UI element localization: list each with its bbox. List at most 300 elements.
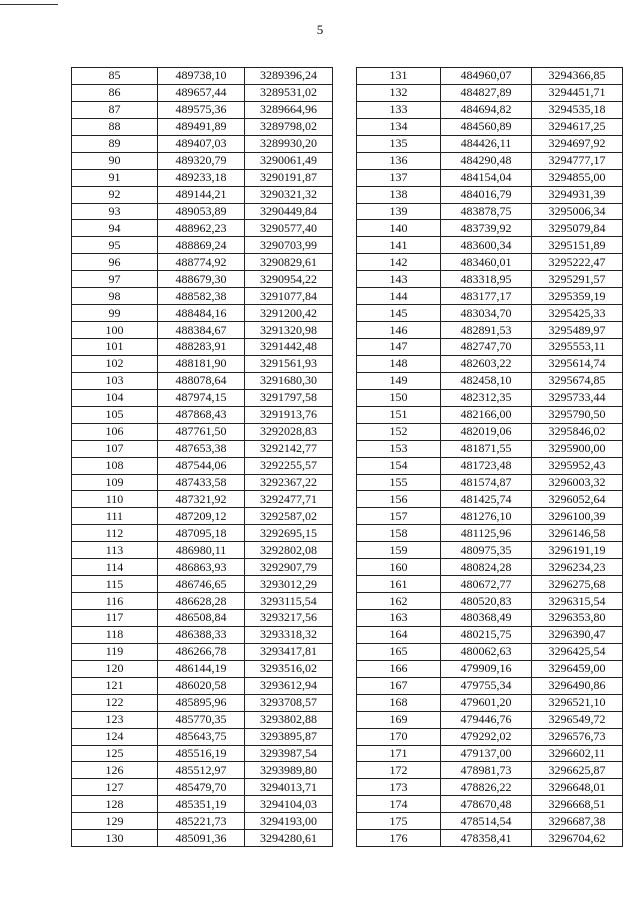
table-row (72, 576, 333, 593)
point-number-cell: 158 (357, 525, 441, 542)
table-row (72, 322, 333, 339)
point-number-cell: 150 (357, 389, 441, 406)
table-row (72, 118, 333, 135)
y-coordinate-cell: 3291561,93 (245, 355, 333, 372)
point-number-cell: 148 (357, 355, 441, 372)
x-coordinate-cell: 488774,92 (158, 254, 245, 271)
x-coordinate-cell: 483878,75 (441, 203, 532, 220)
table-row (72, 135, 333, 152)
table-row (72, 389, 333, 406)
table-row (72, 542, 333, 559)
y-coordinate-cell: 3295674,85 (532, 372, 623, 389)
point-number-cell: 107 (72, 440, 158, 457)
table-row (72, 474, 333, 491)
y-coordinate-cell: 3295006,34 (532, 203, 623, 220)
point-number-cell: 146 (357, 322, 441, 339)
y-coordinate-cell: 3295614,74 (532, 355, 623, 372)
table-row (72, 643, 333, 660)
table-row (72, 152, 333, 169)
table-row (357, 694, 623, 711)
x-coordinate-cell: 487095,18 (158, 525, 245, 542)
table-row (72, 169, 333, 186)
y-coordinate-cell: 3296704,62 (532, 830, 623, 847)
x-coordinate-cell: 482747,70 (441, 339, 532, 356)
y-coordinate-cell: 3290449,84 (245, 203, 333, 220)
x-coordinate-cell: 487433,58 (158, 474, 245, 491)
y-coordinate-cell: 3295952,43 (532, 457, 623, 474)
x-coordinate-cell: 487974,15 (158, 389, 245, 406)
table-row (357, 440, 623, 457)
x-coordinate-cell: 482166,00 (441, 406, 532, 423)
y-coordinate-cell: 3295151,89 (532, 237, 623, 254)
y-coordinate-cell: 3292142,77 (245, 440, 333, 457)
x-coordinate-cell: 489320,79 (158, 152, 245, 169)
table-row (72, 626, 333, 643)
point-number-cell: 103 (72, 372, 158, 389)
x-coordinate-cell: 479601,20 (441, 694, 532, 711)
y-coordinate-cell: 3289930,20 (245, 135, 333, 152)
point-number-cell: 102 (72, 355, 158, 372)
y-coordinate-cell: 3294617,25 (532, 118, 623, 135)
y-coordinate-cell: 3291200,42 (245, 305, 333, 322)
table-row (357, 271, 623, 288)
x-coordinate-cell: 484154,04 (441, 169, 532, 186)
y-coordinate-cell: 3294280,61 (245, 830, 333, 847)
x-coordinate-cell: 489144,21 (158, 186, 245, 203)
point-number-cell: 87 (72, 101, 158, 118)
table-row (357, 610, 623, 627)
y-coordinate-cell: 3295553,11 (532, 339, 623, 356)
table-row (72, 68, 333, 85)
table-row (357, 322, 623, 339)
x-coordinate-cell: 482603,22 (441, 355, 532, 372)
table-row (72, 610, 333, 627)
point-number-cell: 168 (357, 694, 441, 711)
point-number-cell: 106 (72, 423, 158, 440)
y-coordinate-cell: 3294777,17 (532, 152, 623, 169)
x-coordinate-cell: 483600,34 (441, 237, 532, 254)
y-coordinate-cell: 3294366,85 (532, 68, 623, 85)
point-number-cell: 154 (357, 457, 441, 474)
table-row (72, 660, 333, 677)
y-coordinate-cell: 3296275,68 (532, 576, 623, 593)
x-coordinate-cell: 481871,55 (441, 440, 532, 457)
table-row (357, 237, 623, 254)
table-row (72, 694, 333, 711)
point-number-cell: 173 (357, 779, 441, 796)
table-row (357, 152, 623, 169)
point-number-cell: 157 (357, 508, 441, 525)
point-number-cell: 171 (357, 745, 441, 762)
y-coordinate-cell: 3292802,08 (245, 542, 333, 559)
y-coordinate-cell: 3296353,80 (532, 610, 623, 627)
x-coordinate-cell: 488078,64 (158, 372, 245, 389)
point-number-cell: 149 (357, 372, 441, 389)
table-row (357, 491, 623, 508)
table-row (72, 254, 333, 271)
table-row (72, 271, 333, 288)
x-coordinate-cell: 485221,73 (158, 813, 245, 830)
point-number-cell: 151 (357, 406, 441, 423)
x-coordinate-cell: 480975,35 (441, 542, 532, 559)
point-number-cell: 94 (72, 220, 158, 237)
x-coordinate-cell: 486144,19 (158, 660, 245, 677)
x-coordinate-cell: 483177,17 (441, 288, 532, 305)
y-coordinate-cell: 3292695,15 (245, 525, 333, 542)
y-coordinate-cell: 3293612,94 (245, 677, 333, 694)
table-row (357, 813, 623, 830)
x-coordinate-cell: 480062,63 (441, 643, 532, 660)
x-coordinate-cell: 487544,06 (158, 457, 245, 474)
x-coordinate-cell: 481125,96 (441, 525, 532, 542)
page-number: 5 (316, 22, 324, 37)
table-row (357, 593, 623, 610)
x-coordinate-cell: 485770,35 (158, 711, 245, 728)
x-coordinate-cell: 489575,36 (158, 101, 245, 118)
point-number-cell: 98 (72, 288, 158, 305)
x-coordinate-cell: 487209,12 (158, 508, 245, 525)
point-number-cell: 145 (357, 305, 441, 322)
point-number-cell: 169 (357, 711, 441, 728)
point-number-cell: 93 (72, 203, 158, 220)
x-coordinate-cell: 489491,89 (158, 118, 245, 135)
table-row (357, 169, 623, 186)
point-number-cell: 159 (357, 542, 441, 559)
x-coordinate-cell: 485479,70 (158, 779, 245, 796)
table-row (357, 101, 623, 118)
x-coordinate-cell: 480368,49 (441, 610, 532, 627)
table-row (72, 779, 333, 796)
table-row (357, 559, 623, 576)
point-number-cell: 100 (72, 322, 158, 339)
point-number-cell: 131 (357, 68, 441, 85)
y-coordinate-cell: 3296668,51 (532, 796, 623, 813)
y-coordinate-cell: 3292028,83 (245, 423, 333, 440)
point-number-cell: 124 (72, 728, 158, 745)
y-coordinate-cell: 3294697,92 (532, 135, 623, 152)
point-number-cell: 143 (357, 271, 441, 288)
x-coordinate-cell: 483460,01 (441, 254, 532, 271)
y-coordinate-cell: 3291680,30 (245, 372, 333, 389)
point-number-cell: 156 (357, 491, 441, 508)
point-number-cell: 101 (72, 339, 158, 356)
x-coordinate-cell: 480824,28 (441, 559, 532, 576)
y-coordinate-cell: 3295425,33 (532, 305, 623, 322)
x-coordinate-cell: 480672,77 (441, 576, 532, 593)
x-coordinate-cell: 481574,87 (441, 474, 532, 491)
table-row (72, 745, 333, 762)
y-coordinate-cell: 3293987,54 (245, 745, 333, 762)
table-row (357, 626, 623, 643)
table-row (72, 305, 333, 322)
x-coordinate-cell: 483739,92 (441, 220, 532, 237)
x-coordinate-cell: 487761,50 (158, 423, 245, 440)
point-number-cell: 120 (72, 660, 158, 677)
point-number-cell: 172 (357, 762, 441, 779)
table-row (72, 203, 333, 220)
x-coordinate-cell: 481276,10 (441, 508, 532, 525)
table-row (72, 830, 333, 847)
y-coordinate-cell: 3296003,32 (532, 474, 623, 491)
point-number-cell: 163 (357, 610, 441, 627)
y-coordinate-cell: 3291797,58 (245, 389, 333, 406)
y-coordinate-cell: 3296234,23 (532, 559, 623, 576)
x-coordinate-cell: 478358,41 (441, 830, 532, 847)
y-coordinate-cell: 3294931,39 (532, 186, 623, 203)
table-row (357, 84, 623, 101)
table-row (72, 762, 333, 779)
point-number-cell: 112 (72, 525, 158, 542)
table-row (357, 372, 623, 389)
x-coordinate-cell: 486863,93 (158, 559, 245, 576)
y-coordinate-cell: 3289664,96 (245, 101, 333, 118)
point-number-cell: 127 (72, 779, 158, 796)
table-row (72, 728, 333, 745)
y-coordinate-cell: 3296687,38 (532, 813, 623, 830)
y-coordinate-cell: 3291442,48 (245, 339, 333, 356)
point-number-cell: 92 (72, 186, 158, 203)
point-number-cell: 142 (357, 254, 441, 271)
y-coordinate-cell: 3295079,84 (532, 220, 623, 237)
y-coordinate-cell: 3296191,19 (532, 542, 623, 559)
x-coordinate-cell: 485091,36 (158, 830, 245, 847)
point-number-cell: 110 (72, 491, 158, 508)
x-coordinate-cell: 485351,19 (158, 796, 245, 813)
x-coordinate-cell: 484960,07 (441, 68, 532, 85)
point-number-cell: 97 (72, 271, 158, 288)
point-number-cell: 91 (72, 169, 158, 186)
table-row (357, 135, 623, 152)
point-number-cell: 95 (72, 237, 158, 254)
y-coordinate-cell: 3290577,40 (245, 220, 333, 237)
x-coordinate-cell: 481723,48 (441, 457, 532, 474)
point-number-cell: 111 (72, 508, 158, 525)
x-coordinate-cell: 484560,89 (441, 118, 532, 135)
x-coordinate-cell: 489738,10 (158, 68, 245, 85)
y-coordinate-cell: 3292587,02 (245, 508, 333, 525)
x-coordinate-cell: 478670,48 (441, 796, 532, 813)
point-number-cell: 126 (72, 762, 158, 779)
x-coordinate-cell: 484426,11 (441, 135, 532, 152)
table-row (357, 457, 623, 474)
point-number-cell: 139 (357, 203, 441, 220)
x-coordinate-cell: 479909,16 (441, 660, 532, 677)
table-row (357, 576, 623, 593)
table-row (72, 355, 333, 372)
x-coordinate-cell: 488283,91 (158, 339, 245, 356)
point-number-cell: 176 (357, 830, 441, 847)
x-coordinate-cell: 483318,95 (441, 271, 532, 288)
point-number-cell: 109 (72, 474, 158, 491)
x-coordinate-cell: 489407,03 (158, 135, 245, 152)
table-row (357, 118, 623, 135)
y-coordinate-cell: 3292477,71 (245, 491, 333, 508)
table-row (357, 406, 623, 423)
x-coordinate-cell: 489657,44 (158, 84, 245, 101)
table-row (72, 84, 333, 101)
x-coordinate-cell: 484827,89 (441, 84, 532, 101)
y-coordinate-cell: 3294855,00 (532, 169, 623, 186)
y-coordinate-cell: 3292255,57 (245, 457, 333, 474)
point-number-cell: 132 (357, 84, 441, 101)
point-number-cell: 155 (357, 474, 441, 491)
y-coordinate-cell: 3296052,64 (532, 491, 623, 508)
x-coordinate-cell: 486388,33 (158, 626, 245, 643)
y-coordinate-cell: 3296490,86 (532, 677, 623, 694)
table-row (357, 830, 623, 847)
x-coordinate-cell: 482458,10 (441, 372, 532, 389)
y-coordinate-cell: 3296648,01 (532, 779, 623, 796)
y-coordinate-cell: 3291320,98 (245, 322, 333, 339)
point-number-cell: 114 (72, 559, 158, 576)
point-number-cell: 113 (72, 542, 158, 559)
table-row (72, 711, 333, 728)
y-coordinate-cell: 3296521,10 (532, 694, 623, 711)
point-number-cell: 161 (357, 576, 441, 593)
x-coordinate-cell: 479446,76 (441, 711, 532, 728)
table-row (357, 677, 623, 694)
point-number-cell: 166 (357, 660, 441, 677)
point-number-cell: 138 (357, 186, 441, 203)
y-coordinate-cell: 3293012,29 (245, 576, 333, 593)
x-coordinate-cell: 479137,00 (441, 745, 532, 762)
table-row (72, 440, 333, 457)
x-coordinate-cell: 482019,06 (441, 423, 532, 440)
point-number-cell: 133 (357, 101, 441, 118)
y-coordinate-cell: 3295489,97 (532, 322, 623, 339)
x-coordinate-cell: 478981,73 (441, 762, 532, 779)
point-number-cell: 135 (357, 135, 441, 152)
y-coordinate-cell: 3293516,02 (245, 660, 333, 677)
x-coordinate-cell: 488181,90 (158, 355, 245, 372)
table-body-left (72, 68, 333, 847)
x-coordinate-cell: 489053,89 (158, 203, 245, 220)
point-number-cell: 122 (72, 694, 158, 711)
point-number-cell: 116 (72, 593, 158, 610)
point-number-cell: 164 (357, 626, 441, 643)
y-coordinate-cell: 3294193,00 (245, 813, 333, 830)
y-coordinate-cell: 3293318,32 (245, 626, 333, 643)
table-row (72, 423, 333, 440)
y-coordinate-cell: 3296549,72 (532, 711, 623, 728)
y-coordinate-cell: 3290321,32 (245, 186, 333, 203)
x-coordinate-cell: 487653,38 (158, 440, 245, 457)
y-coordinate-cell: 3295733,44 (532, 389, 623, 406)
table-row (72, 677, 333, 694)
point-number-cell: 162 (357, 593, 441, 610)
point-number-cell: 170 (357, 728, 441, 745)
table-row (357, 305, 623, 322)
x-coordinate-cell: 485895,96 (158, 694, 245, 711)
point-number-cell: 88 (72, 118, 158, 135)
point-number-cell: 167 (357, 677, 441, 694)
table-row (357, 339, 623, 356)
point-number-cell: 89 (72, 135, 158, 152)
point-number-cell: 144 (357, 288, 441, 305)
table-row (357, 508, 623, 525)
point-number-cell: 140 (357, 220, 441, 237)
table-row (357, 643, 623, 660)
x-coordinate-cell: 486266,78 (158, 643, 245, 660)
y-coordinate-cell: 3295359,19 (532, 288, 623, 305)
y-coordinate-cell: 3294104,03 (245, 796, 333, 813)
y-coordinate-cell: 3293708,57 (245, 694, 333, 711)
table-row (72, 237, 333, 254)
y-coordinate-cell: 3290829,61 (245, 254, 333, 271)
y-coordinate-cell: 3296425,54 (532, 643, 623, 660)
x-coordinate-cell: 484016,79 (441, 186, 532, 203)
x-coordinate-cell: 486020,58 (158, 677, 245, 694)
y-coordinate-cell: 3295291,57 (532, 271, 623, 288)
y-coordinate-cell: 3290191,87 (245, 169, 333, 186)
coordinates-table-left (71, 67, 333, 847)
point-number-cell: 115 (72, 576, 158, 593)
y-coordinate-cell: 3296602,11 (532, 745, 623, 762)
table-row (357, 203, 623, 220)
table-row (72, 457, 333, 474)
y-coordinate-cell: 3291913,76 (245, 406, 333, 423)
point-number-cell: 136 (357, 152, 441, 169)
table-row (72, 491, 333, 508)
x-coordinate-cell: 480215,75 (441, 626, 532, 643)
y-coordinate-cell: 3293989,80 (245, 762, 333, 779)
y-coordinate-cell: 3293217,56 (245, 610, 333, 627)
header-rule (0, 4, 58, 5)
x-coordinate-cell: 489233,18 (158, 169, 245, 186)
point-number-cell: 147 (357, 339, 441, 356)
point-number-cell: 137 (357, 169, 441, 186)
point-number-cell: 165 (357, 643, 441, 660)
y-coordinate-cell: 3295222,47 (532, 254, 623, 271)
point-number-cell: 141 (357, 237, 441, 254)
y-coordinate-cell: 3296146,58 (532, 525, 623, 542)
point-number-cell: 123 (72, 711, 158, 728)
point-number-cell: 96 (72, 254, 158, 271)
x-coordinate-cell: 485516,19 (158, 745, 245, 762)
point-number-cell: 129 (72, 813, 158, 830)
x-coordinate-cell: 488869,24 (158, 237, 245, 254)
y-coordinate-cell: 3290954,22 (245, 271, 333, 288)
x-coordinate-cell: 488962,23 (158, 220, 245, 237)
y-coordinate-cell: 3294013,71 (245, 779, 333, 796)
table-row (357, 389, 623, 406)
x-coordinate-cell: 484290,48 (441, 152, 532, 169)
x-coordinate-cell: 479755,34 (441, 677, 532, 694)
y-coordinate-cell: 3294451,71 (532, 84, 623, 101)
table-row (357, 355, 623, 372)
point-number-cell: 128 (72, 796, 158, 813)
x-coordinate-cell: 486980,11 (158, 542, 245, 559)
table-row (357, 660, 623, 677)
x-coordinate-cell: 484694,82 (441, 101, 532, 118)
table-row (72, 406, 333, 423)
y-coordinate-cell: 3292907,79 (245, 559, 333, 576)
table-row (357, 220, 623, 237)
x-coordinate-cell: 485643,75 (158, 728, 245, 745)
y-coordinate-cell: 3293115,54 (245, 593, 333, 610)
table-row (357, 711, 623, 728)
y-coordinate-cell: 3296576,73 (532, 728, 623, 745)
point-number-cell: 121 (72, 677, 158, 694)
x-coordinate-cell: 488582,38 (158, 288, 245, 305)
table-row (72, 508, 333, 525)
point-number-cell: 134 (357, 118, 441, 135)
table-row (357, 288, 623, 305)
table-row (357, 728, 623, 745)
table-row (357, 186, 623, 203)
y-coordinate-cell: 3296315,54 (532, 593, 623, 610)
point-number-cell: 153 (357, 440, 441, 457)
